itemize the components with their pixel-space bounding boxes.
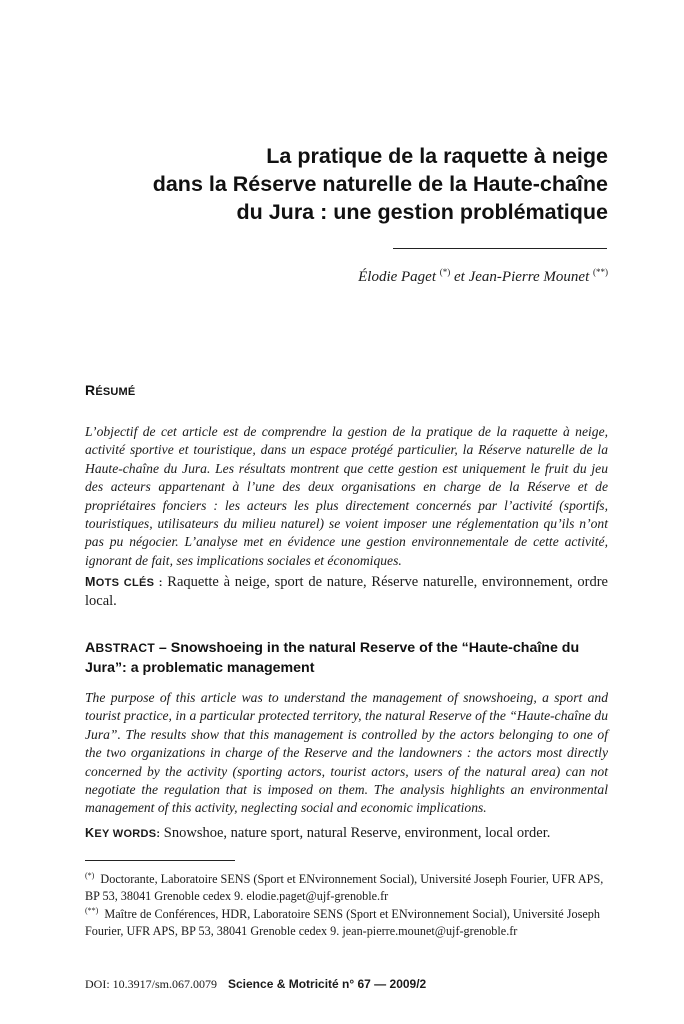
journal-citation: Science & Motricité n° 67 — 2009/2 [228, 977, 427, 991]
title-line-3: du Jura : une gestion problématique [236, 200, 608, 224]
author-1-name: Élodie Paget [358, 269, 437, 285]
resume-heading-rest: ÉSUMÉ [95, 386, 136, 398]
author-2-footnote-mark[interactable]: (**) [593, 267, 608, 277]
article-title [88, 142, 608, 226]
footnote-2 [85, 902, 610, 940]
author-connector: et [450, 269, 469, 285]
author-line [208, 262, 608, 287]
abstract-text: The purpose of this article was to understand the management of snowshoeing, a sport and tourist practice, in a particular protected territory, the natural Reserve of the “Haute-chaîne du Jura”. The results show that this management is controlled by the actors belonging to one of the two organizations in charge of the Reserve and the landowners : the actors most directly concerned by the activity (sporting actors, tourist actors, users of the natural area) can not negotiate the regulation that is imposed on them. The analysis highlights an environmental management of this activity, neglecting social and economic implications. [85, 690, 608, 816]
abstract-heading-initial: A [85, 640, 96, 656]
title-line-2: dans la Réserve naturelle de la Haute-chaîne [152, 172, 608, 196]
title-line-1: La pratique de la raquette à neige [266, 144, 608, 168]
key-words-label [85, 828, 160, 840]
footnote-1-mark: (*) [85, 871, 95, 880]
footnote-2-mark: (**) [85, 906, 99, 915]
key-words-label-rest: EY WORDS: [94, 828, 161, 840]
footnote-1 [85, 867, 610, 905]
footnote-2-text: Maître de Conférences, HDR, Laboratoire SENS (Sport et ENvironnement Social), Université Joseph Fourier, UFR APS, BP 53, 38041 Grenoble cedex 9. jean-pierre.mounet@ujf-grenoble.fr [85, 907, 600, 939]
page-footer [85, 977, 615, 992]
key-words [85, 824, 608, 843]
abstract-heading [85, 638, 610, 678]
abstract-heading-rest: BSTRACT [95, 641, 155, 655]
abstract-heading-title: – Snowshoeing in the natural Reserve of the “Haute-chaîne du Jura”: a problematic management [85, 640, 580, 676]
resume-heading [85, 382, 135, 398]
author-1-footnote-mark[interactable]: (*) [439, 267, 451, 277]
key-words-label-initial: K [85, 826, 95, 840]
mots-cles-label-rest: OTS CLÉS : [95, 577, 163, 589]
resume-heading-initial: R [85, 382, 96, 398]
mots-cles [85, 573, 608, 611]
abstract-heading-label [85, 641, 155, 655]
footnote-divider [85, 860, 235, 861]
key-words-text: Snowshoe, nature sport, natural Reserve, environment, local order. [163, 825, 551, 841]
author-2-name: Jean-Pierre Mounet [468, 269, 590, 285]
footnote-1-text: Doctorante, Laboratoire SENS (Sport et ENvironnement Social), Université Joseph Fourier, UFR APS, BP 53, 38041 Grenoble cedex 9. elodie.paget@ujf-grenoble.fr [85, 872, 604, 904]
title-divider [393, 248, 607, 249]
mots-cles-label [85, 577, 163, 589]
resume-text: L’objectif de cet article est de comprendre la gestion de la pratique de la raquette à neige, activité sportive et touristique, dans un espace protégé particulier, la Réserve naturelle de la Haute-chaîne du Jura. Les résultats montrent que cette gestion est uniquement le fruit du jeu des acteurs appartenant à l’une des deux organisations en charge de la Réserve et de propriétaires fonciers : les acteurs les plus directement concernés par l’activité (sportifs, touristiques, utilisateurs du milieu naturel) se voient imposer une réglementation qu’ils n’ont pas pu négocier. L’analyse met en évidence une gestion environnementale de cette activité, ignorant de fait, ses implications sociales et économiques. [85, 424, 608, 568]
mots-cles-label-initial: M [85, 575, 96, 589]
mots-cles-text: Raquette à neige, sport de nature, Réserve naturelle, environnement, ordre local. [85, 574, 608, 610]
doi-link[interactable]: DOI: 10.3917/sm.067.0079 [85, 977, 217, 991]
